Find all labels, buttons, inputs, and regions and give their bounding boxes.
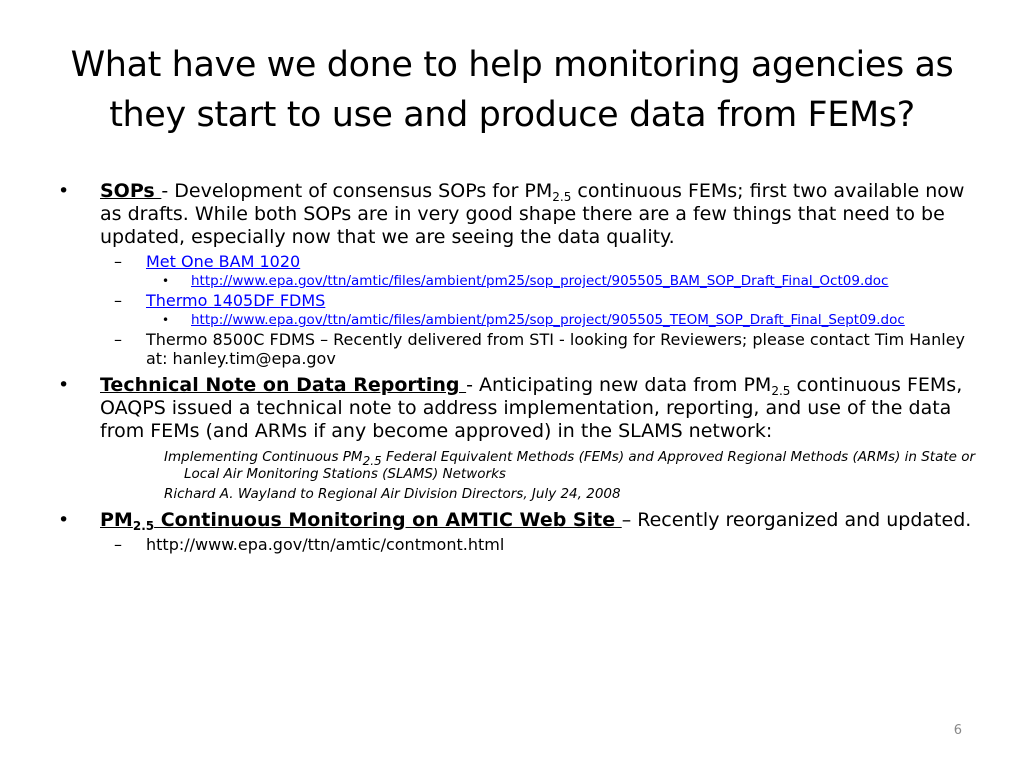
dash-marker: – <box>114 535 122 554</box>
sub-sub-bullet-thermo-url <box>58 312 978 328</box>
sub-bullet-thermo <box>58 291 978 310</box>
link-teom-sop-doc[interactable]: http://www.epa.gov/ttn/amtic/files/ambient/pm25/sop_project/905505_TEOM_SOP_Draft_Final_Sept09.doc <box>191 312 905 328</box>
pm-subscript: 2.5 <box>362 454 382 468</box>
slide-body <box>58 180 978 556</box>
bullet-marker: • <box>162 313 170 327</box>
sub-sub-bullet-bam-url <box>58 273 978 289</box>
tech-text-a: - Anticipating new data from PM <box>466 374 772 396</box>
sub-bullet-thermo-8500c <box>58 330 978 368</box>
slide-title: What have we done to help monitoring agencies as they start to use and produce data from FEMs? <box>70 45 954 135</box>
dash-marker: – <box>114 330 122 349</box>
sops-heading: SOPs <box>100 180 162 202</box>
cite-text-b: Federal Equivalent Methods (FEMs) and Approved Regional Methods (ARMs) in State or Local Air Monitoring Stations (SLAMS) Networks <box>184 449 976 482</box>
pm-subscript: 2.5 <box>552 190 572 204</box>
sops-text-a: - Development of consensus SOPs for PM <box>161 180 553 202</box>
thermo-8500c-note: Thermo 8500C FDMS – Recently delivered from STI - looking for Reviewers; please contact Tim Hanley at: hanley.tim@epa.gov <box>146 330 966 368</box>
citation-author: Richard A. Wayland to Regional Air Division Directors, July 24, 2008 <box>164 486 621 502</box>
cite-text-a: Implementing Continuous PM <box>164 449 363 465</box>
bullet-marker: • <box>58 180 70 202</box>
bullet-sops <box>58 180 978 249</box>
amtic-heading: $PM_{2.5}$ Continuous Monitoring on AMTIC Web Site <box>100 509 622 533</box>
citation-title <box>58 449 978 483</box>
amtic-url: http://www.epa.gov/ttn/amtic/contmont.html <box>146 535 505 554</box>
bullet-technical-note <box>58 374 978 443</box>
page-number: 6 <box>953 723 962 738</box>
bullet-marker: • <box>162 274 170 288</box>
link-thermo-1405df[interactable]: Thermo 1405DF FDMS <box>146 291 326 310</box>
pm-subscript: 2.5 <box>771 384 791 398</box>
bullet-marker: • <box>58 509 70 531</box>
sub-bullet-amtic-url <box>58 535 978 554</box>
tech-text-b: continuous FEMs, OAQPS issued a technical note to address implementation, reporting, and use of the data from FEMs (and ARMs if any become approved) in the SLAMS network: <box>100 374 963 442</box>
dash-marker: – <box>114 291 122 310</box>
bullet-marker: • <box>58 374 70 396</box>
sub-bullet-bam <box>58 252 978 271</box>
tech-heading: Technical Note on Data Reporting <box>100 374 467 396</box>
sops-text-b: continuous FEMs; first two available now as drafts. While both SOPs are in very good shape there are a few things that need to be updated, especially now that we are seeing the data quality. <box>100 180 965 248</box>
link-bam-sop-doc[interactable]: http://www.epa.gov/ttn/amtic/files/ambient/pm25/sop_project/905505_BAM_SOP_Draft_Final_Oct09.doc <box>191 273 889 289</box>
amtic-text: – Recently reorganized and updated. <box>621 509 972 531</box>
dash-marker: – <box>114 252 122 271</box>
link-met-one-bam[interactable]: Met One BAM 1020 <box>146 252 301 271</box>
bullet-amtic <box>58 509 978 532</box>
